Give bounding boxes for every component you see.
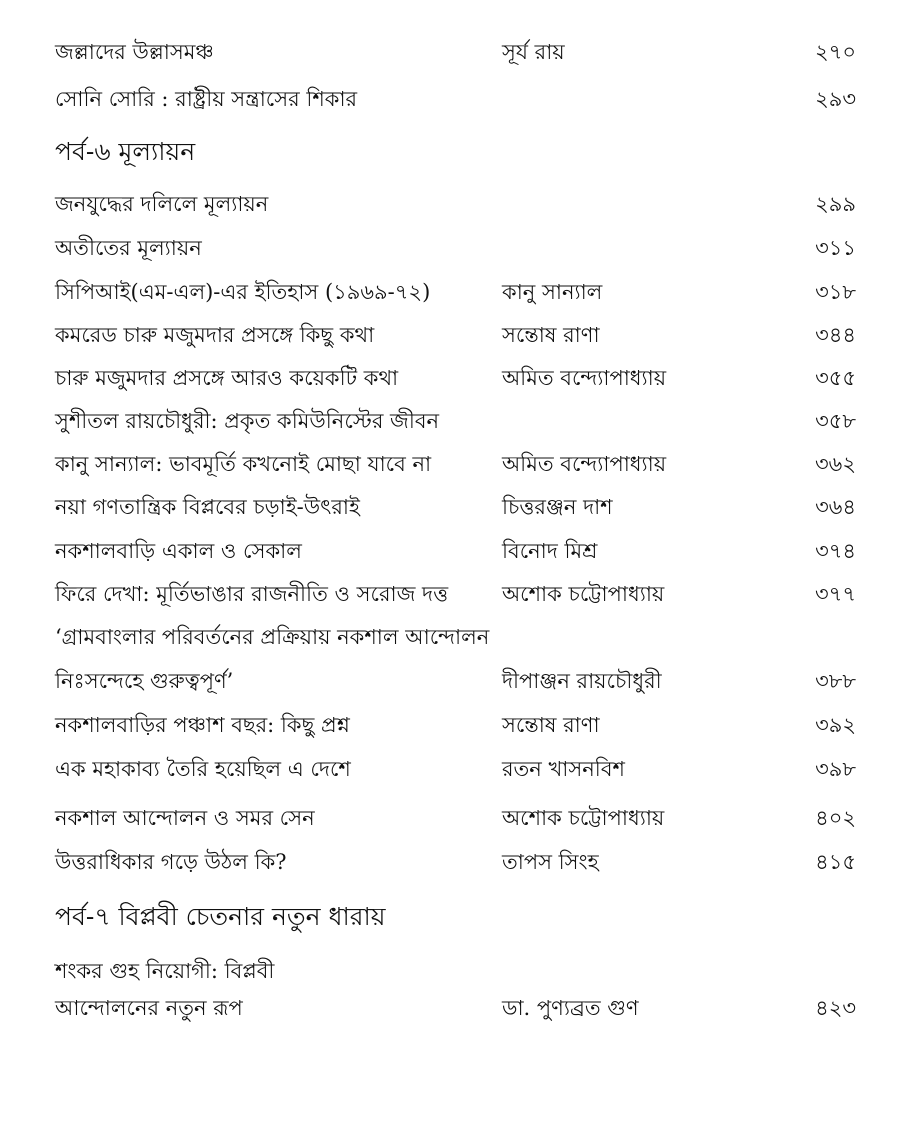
toc-page-number: ৩৯৮ (815, 757, 856, 781)
toc-row (0, 531, 919, 571)
toc-author: চিত্তরঞ্জন দাশ (502, 495, 613, 519)
toc-author: রতন খাসনবিশ (502, 757, 625, 781)
toc-row (0, 401, 919, 441)
toc-row (0, 574, 919, 614)
toc-row (0, 184, 919, 224)
toc-page-number: ৩৭৭ (815, 582, 856, 606)
toc-page-number: ৩৭৪ (815, 539, 856, 563)
toc-author: কানু সান্যাল (502, 280, 603, 304)
toc-row (0, 988, 919, 1028)
toc-title: চারু মজুমদার প্রসঙ্গে আরও কয়েকটি কথা (55, 366, 399, 390)
toc-title: কমরেড চারু মজুমদার প্রসঙ্গে কিছু কথা (55, 323, 375, 347)
toc-author: দীপাঞ্জন রায়চৌধুরী (502, 669, 662, 693)
toc-title: নকশালবাড়ি একাল ও সেকাল (55, 539, 302, 563)
toc-title: সুশীতল রায়চৌধুরী: প্রকৃত কমিউনিস্টের জীবন (55, 409, 440, 433)
toc-title: এক মহাকাব্য তৈরি হয়েছিল এ দেশে (55, 757, 351, 781)
toc-title: উত্তরাধিকার গড়ে উঠল কি? (55, 850, 287, 874)
toc-page-number: ৩১১ (815, 236, 856, 260)
toc-page-number: ৩৫৫ (815, 366, 856, 390)
toc-author: ডা. পুণ্যব্রত গুণ (502, 996, 639, 1020)
toc-title: সোনি সোরি : রাষ্ট্রীয় সন্ত্রাসের শিকার (55, 87, 358, 111)
toc-row (0, 32, 919, 72)
toc-row (0, 79, 919, 119)
toc-row (0, 842, 919, 882)
toc-row (0, 798, 919, 838)
toc-row (0, 749, 919, 789)
toc-author: তাপস সিংহ (502, 850, 599, 874)
toc-row (0, 228, 919, 268)
toc-title: কানু সান্যাল: ভাবমূর্তি কখনোই মোছা যাবে না (55, 452, 432, 476)
toc-page-number: ৩৮৮ (815, 669, 856, 693)
toc-title: নকশাল আন্দোলন ও সমর সেন (55, 806, 315, 830)
toc-row (0, 951, 919, 991)
toc-row (0, 358, 919, 398)
toc-page-number: ৩৪৪ (815, 323, 856, 347)
toc-author: সন্তোষ রাণা (502, 713, 600, 737)
toc-row (0, 315, 919, 355)
toc-author: অমিত বন্দ্যোপাধ্যায় (502, 452, 667, 476)
toc-page-number: ২৭০ (815, 40, 856, 64)
toc-title: শংকর গুহ নিয়োগী: বিপ্লবী (55, 959, 275, 983)
toc-title: জনযুদ্ধের দলিলে মূল্যায়ন (55, 192, 269, 216)
toc-row (0, 661, 919, 701)
section-heading (0, 897, 919, 937)
toc-author: বিনোদ মিশ্র (502, 539, 598, 563)
toc-title: আন্দোলনের নতুন রূপ (55, 996, 243, 1020)
toc-title: নকশালবাড়ির পঞ্চাশ বছর: কিছু প্রশ্ন (55, 713, 350, 737)
section-heading (0, 132, 919, 172)
toc-row (0, 487, 919, 527)
toc-title: নিঃসন্দেহে গুরুত্বপূর্ণ’ (55, 669, 234, 693)
toc-row (0, 444, 919, 484)
toc-title: সিপিআই(এম-এল)-এর ইতিহাস (১৯৬৯-৭২) (55, 280, 431, 304)
toc-author: অশোক চট্টোপাধ্যায় (502, 582, 665, 606)
toc-page-number: ৩৫৮ (815, 409, 856, 433)
toc-author: অমিত বন্দ্যোপাধ্যায় (502, 366, 667, 390)
toc-page-number: ২৯৯ (815, 192, 856, 216)
toc-page-number: ৩৯২ (815, 713, 856, 737)
toc-title: ফিরে দেখা: মূর্তিভাঙার রাজনীতি ও সরোজ দত্ত (55, 582, 449, 606)
toc-author: সূর্য রায় (502, 40, 565, 64)
toc-title: অতীতের মূল্যায়ন (55, 236, 202, 260)
toc-author: অশোক চট্টোপাধ্যায় (502, 806, 665, 830)
toc-row (0, 617, 919, 657)
toc-row (0, 272, 919, 312)
section-title: পর্ব-৬ মূল্যায়ন (55, 137, 196, 166)
toc-author: সন্তোষ রাণা (502, 323, 600, 347)
toc-page-number: ৩৬২ (815, 452, 856, 476)
toc-page-number: ৪১৫ (815, 850, 856, 874)
toc-page-number: ৩৬৪ (815, 495, 856, 519)
toc-row (0, 705, 919, 745)
toc-title: নয়া গণতান্ত্রিক বিপ্লবের চড়াই-উৎরাই (55, 495, 360, 519)
toc-page-number: ৪০২ (815, 806, 856, 830)
section-title: পর্ব-৭ বিপ্লবী চেতনার নতুন ধারায় (55, 902, 386, 931)
toc-page-number: ৩১৮ (815, 280, 856, 304)
toc-page-number: ৪২৩ (815, 996, 856, 1020)
toc-title: জল্লাদের উল্লাসমঞ্চ (55, 40, 214, 64)
toc-title: ‘গ্রামবাংলার পরিবর্তনের প্রক্রিয়ায় নকশাল আন্দোলন (55, 625, 490, 649)
toc-page-number: ২৯৩ (815, 87, 856, 111)
